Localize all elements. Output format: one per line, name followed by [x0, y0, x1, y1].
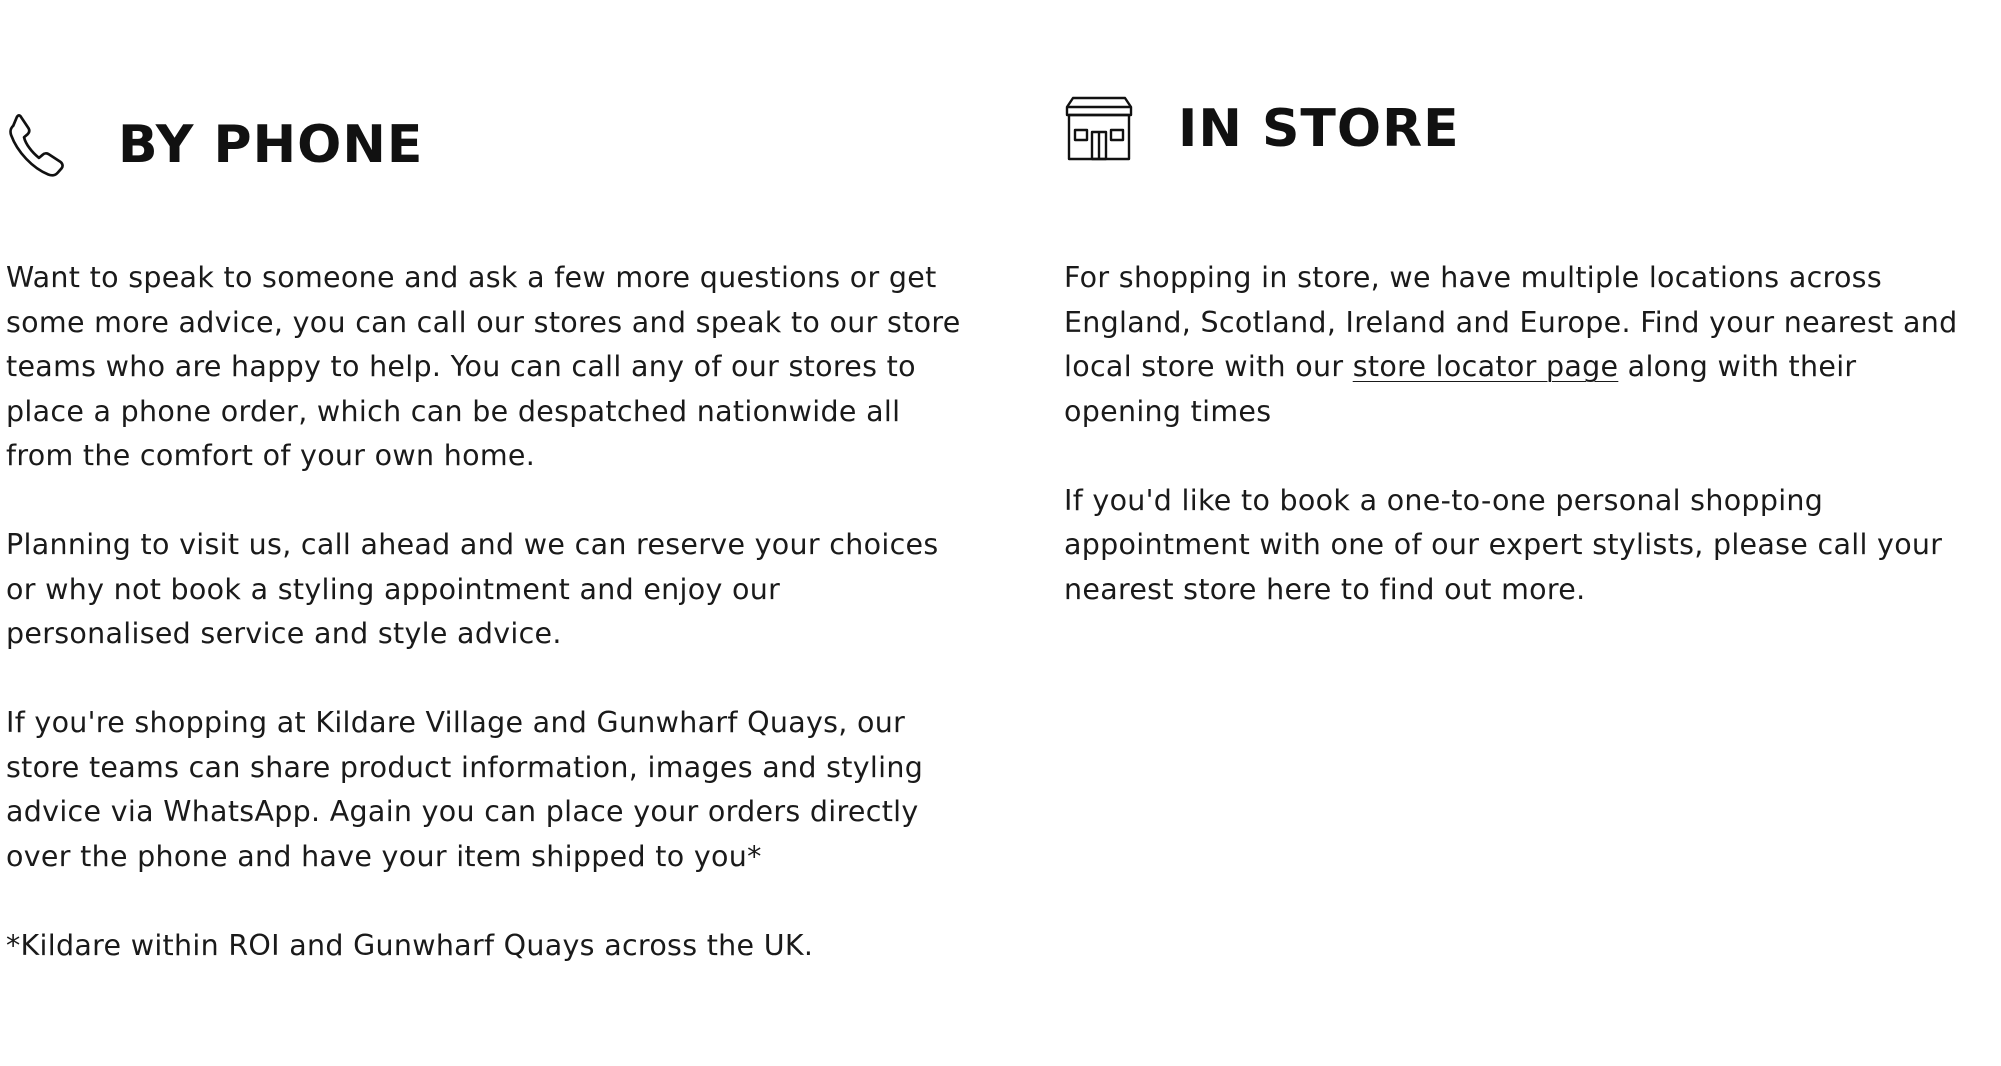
- in-store-body: [1064, 256, 1964, 612]
- by-phone-heading-row: [6, 112, 423, 178]
- phone-paragraph-3: If you're shopping at Kildare Village and Gunwharf Quays, our store teams can share product information, images and styling advice via WhatsApp. Again you can place your orders directly over the phone and have your item shipped to you*: [6, 706, 924, 873]
- in-store-heading-row: [1064, 96, 1460, 162]
- phone-paragraph-2: Planning to visit us, call ahead and we can reserve your choices or why not book a styling appointment and enjoy our personalised service and style advice.: [6, 528, 939, 650]
- phone-paragraph-1: Want to speak to someone and ask a few more questions or get some more advice, you can call our stores and speak to our store teams who are happy to help. You can call any of our stores to place a phone order, which can be despatched nationwide all from the comfort of your own home.: [6, 261, 961, 472]
- store-paragraph-1-tail: along with their opening times: [1064, 350, 1857, 428]
- in-store-title: IN STORE: [1178, 99, 1460, 159]
- store-paragraph-1: [1064, 256, 1964, 434]
- by-phone-title: BY PHONE: [118, 115, 424, 175]
- store-locator-link[interactable]: store locator page: [1352, 350, 1619, 383]
- store-paragraph-1-text: For shopping in store, we have multiple locations across England, Scotland, Ireland and Europe. Find your nearest and local store with our: [1064, 261, 1958, 383]
- store-paragraph-2: If you'd like to book a one-to-one personal shopping appointment with one of our expert stylists, please call your nearest store here to find out more.: [1064, 483, 1943, 606]
- storefront-icon: [1064, 96, 1134, 162]
- by-phone-body: [6, 256, 966, 968]
- phone-icon: [6, 112, 72, 178]
- phone-footnote: *Kildare within ROI and Gunwharf Quays across the UK.: [6, 928, 814, 962]
